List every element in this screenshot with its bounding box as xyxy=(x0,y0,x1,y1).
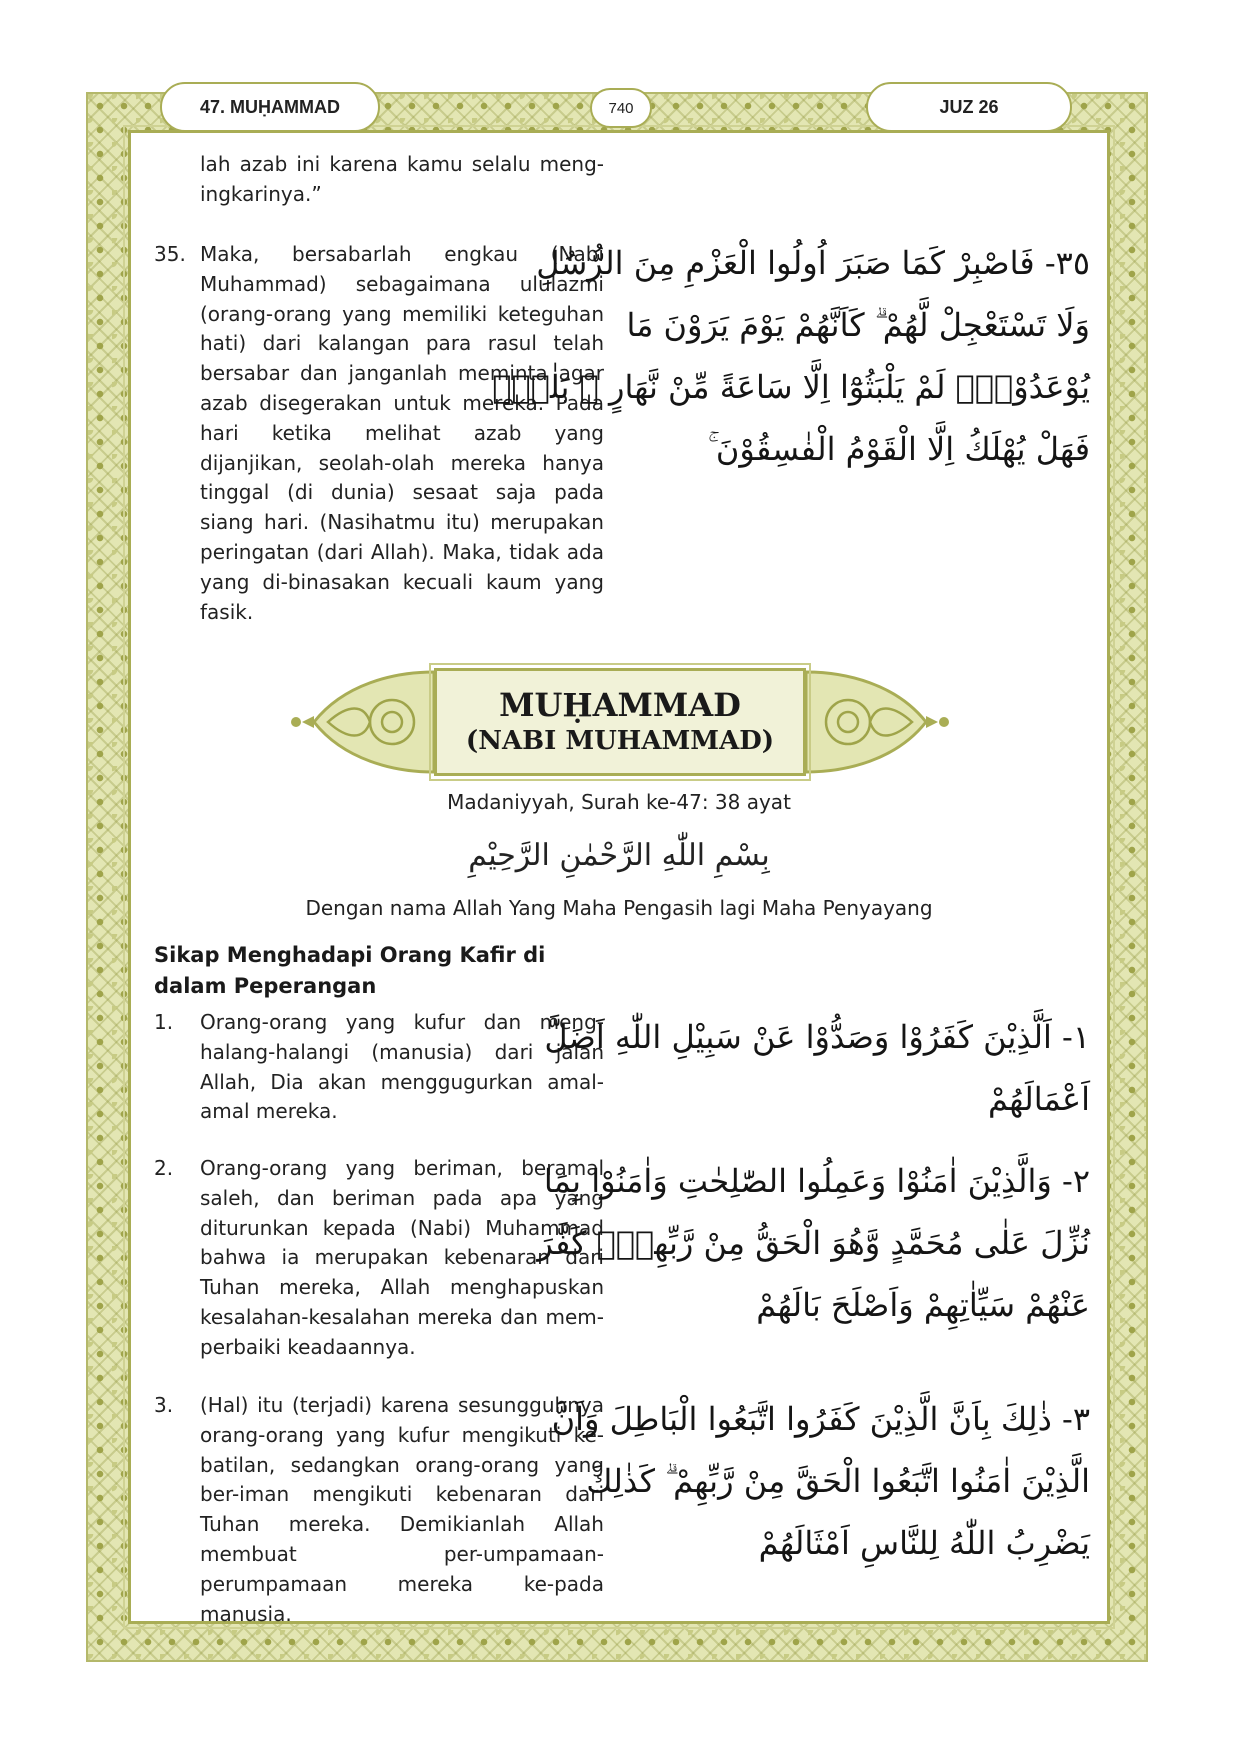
arabic-line: اَعْمَالَهُمْ xyxy=(987,1080,1090,1118)
verse-arabic xyxy=(551,1388,1090,1574)
juz-label: JUZ 26 xyxy=(866,82,1072,132)
verse-translation: Orang-orang yang kufur dan meng-halang-halangi (manusia) dari jalan Allah, Dia akan menggugurkan amal-amal mereka. xyxy=(200,1010,604,1124)
continuation-text: lah azab ini karena kamu selalu meng-ingkarinya.” xyxy=(200,152,604,206)
basmala-translation: Dengan nama Allah Yang Maha Pengasih lagi Maha Penyayang xyxy=(305,896,933,920)
surah-subtitle: (NABI MUHAMMAD) xyxy=(465,726,775,756)
arabic-line: ٣٥- فَاصْبِرْ كَمَا صَبَرَ اُولُوا الْعَزْمِ مِنَ الرُّسُلِ xyxy=(536,244,1090,282)
verse-translation: (Hal) itu (terjadi) karena sesungguhnya orang-orang yang kufur mengikuti ke-batilan, sedangkan orang-orang yang ber-iman mengikuti kebenaran dari Tuhan mereka. Demikianlah Allah membuat per-umpamaan-perumpamaan mereka ke-pada manusia. xyxy=(200,1393,604,1626)
arabic-line: ٢- وَالَّذِيْنَ اٰمَنُوْا وَعَمِلُوا الصّٰلِحٰتِ وَاٰمَنُوْا بِمَا xyxy=(543,1162,1090,1200)
verse-number: 3. xyxy=(154,1393,174,1417)
arabic-line: عَنْهُمْ سَيِّاٰتِهِمْ وَاَصْلَحَ بَالَهُمْ xyxy=(756,1286,1090,1324)
arabic-line: وَلَا تَسْتَعْجِلْ لَّهُمْ ۗ كَاَنَّهُمْ يَوْمَ يَرَوْنَ مَا xyxy=(626,306,1090,344)
section-heading: Sikap Menghadapi Orang Kafir di dalam Peperangan xyxy=(154,943,546,998)
arabic-line: الَّذِيْنَ اٰمَنُوا اتَّبَعُوا الْحَقَّ مِنْ رَّبِّهِمْ ۗ كَذٰلِكَ xyxy=(586,1462,1090,1500)
verse-number: 2. xyxy=(154,1156,174,1180)
verse-translation: Maka, bersabarlah engkau (Nabi Muhammad) sebagaimana ululazmi (orang-orang yang memiliki keteguhan hati) dari kalangan para rasul telah bersabar dan janganlah meminta agar azab disegerakan untuk mereka. Pada hari ketika melihat azab yang dijanjikan, seolah-olah mereka hanya tinggal (di dunia) sesaat saja pada siang hari. (Nasihatmu itu) merupakan peringatan (dari Allah). Maka, tidak ada yang di-binasakan kecuali kaum yang fasik. xyxy=(200,242,604,624)
arabic-line: يَضْرِبُ اللّٰهُ لِلنَّاسِ اَمْثَالَهُمْ xyxy=(758,1524,1090,1562)
surah-label: 47. MUḤAMMAD xyxy=(160,82,380,132)
verse-number: 35. xyxy=(154,242,186,266)
surah-banner xyxy=(284,664,956,780)
verse-arabic xyxy=(544,1006,1090,1130)
surah-title: MUḤAMMAD xyxy=(499,686,741,724)
verse-number: 1. xyxy=(154,1010,174,1034)
arabic-line: فَهَلْ يُهْلَكُ اِلَّا الْقَوْمُ الْفٰسِقُوْنَ ۚ xyxy=(707,430,1090,468)
arabic-line: يُوْعَدُوْنَۙ لَمْ يَلْبَثُوْٓا اِلَّا سَاعَةً مِّنْ نَّهَارٍ ۗ بَلٰغٌۚ xyxy=(492,368,1090,406)
verse-translation: Orang-orang yang beriman, beramal saleh, dan beriman pada apa yang diturunkan kepada (Nabi) Muhammad bahwa ia merupakan kebenaran dari Tuhan mereka, Allah menghapuskan kesalahan-kesalahan mereka dan mem-perbaiki keadaannya. xyxy=(200,1156,604,1359)
arabic-line: نُزِّلَ عَلٰى مُحَمَّدٍ وَّهُوَ الْحَقُّ مِنْ رَّبِّهِمْۙ كَفَّرَ xyxy=(537,1224,1090,1262)
arabic-line: ١- اَلَّذِيْنَ كَفَرُوْا وَصَدُّوْا عَنْ سَبِيْلِ اللّٰهِ اَضَلَّ xyxy=(544,1018,1090,1056)
verse-arabic xyxy=(492,232,1090,480)
basmala-arabic: بِسْمِ اللّٰهِ الرَّحْمٰنِ الرَّحِيْمِ xyxy=(468,838,770,873)
arabic-line: ٣- ذٰلِكَ بِاَنَّ الَّذِيْنَ كَفَرُوا اتَّبَعُوا الْبَاطِلَ وَاَنَّ xyxy=(551,1400,1090,1438)
surah-info: Madaniyyah, Surah ke-47: 38 ayat xyxy=(447,790,791,814)
verse-arabic xyxy=(537,1150,1090,1336)
page-number: 740 xyxy=(590,88,652,128)
banner-title-box xyxy=(434,668,806,776)
